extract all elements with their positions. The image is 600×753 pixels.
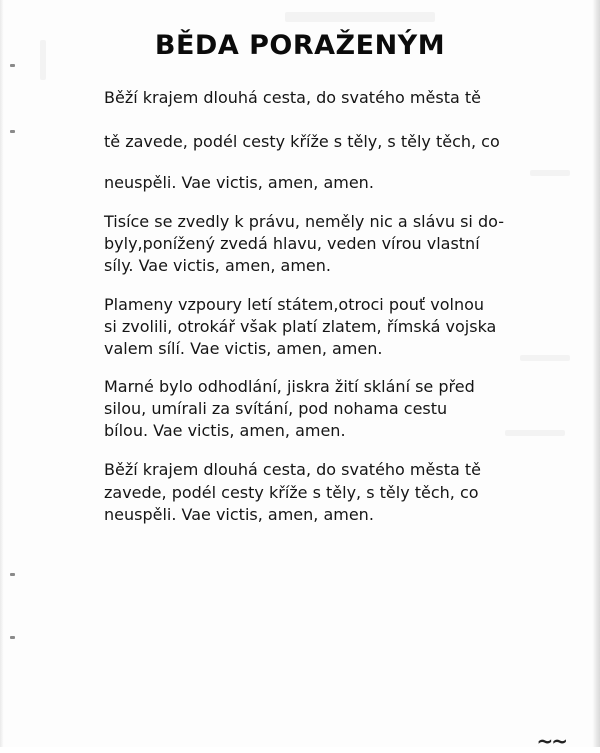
page-corner-mark: ~~ [536, 729, 566, 753]
verse-line: byly,ponížený zvedá hlavu, veden vírou vlastní [104, 234, 480, 253]
verse-line: bílou. Vae victis, amen, amen. [104, 421, 346, 440]
verse-line: síly. Vae victis, amen, amen. [104, 256, 331, 275]
bleed-through-mark [520, 355, 570, 361]
scan-left-edge [0, 0, 4, 747]
verse-line: Plameny vzpoury letí státem,otroci pouť volnou [104, 295, 485, 314]
verse-line: Běží krajem dlouhá cesta, do svatého města tě [104, 88, 481, 107]
page-title: BĚDA PORAŽENÝM [154, 30, 446, 61]
verse-line: neuspěli. Vae victis, amen, amen. [104, 173, 374, 192]
verse-line: Běží krajem dlouhá cesta, do svatého města tě [104, 460, 481, 479]
binding-hole-mark [10, 636, 15, 639]
verse-line: Tisíce se zvedly k právu, neměly nic a slávu si do- [104, 212, 504, 231]
verse-line: tě zavede, podél cesty kříže s těly, s těly těch, co [104, 132, 500, 151]
verse-line: Marné bylo odhodlání, jiskra žití sklání se před [104, 377, 475, 396]
verse-line: si zvolili, otrokář však platí zlatem, římská vojska [104, 317, 497, 336]
verse-line: valem sílí. Vae victis, amen, amen. [104, 339, 383, 358]
bleed-through-mark [505, 430, 565, 436]
binding-hole-mark [10, 130, 15, 133]
verse-line: neuspěli. Vae victis, amen, amen. [104, 505, 374, 524]
bleed-through-mark [285, 12, 435, 22]
scan-right-edge [592, 0, 600, 747]
bleed-through-mark [530, 170, 570, 176]
verse-line: silou, umírali za svítání, pod nohama cestu [104, 399, 448, 418]
binding-hole-mark [10, 64, 15, 67]
binding-hole-mark [10, 573, 15, 576]
verse-line: zavede, podél cesty kříže s těly, s těly těch, co [104, 483, 479, 502]
